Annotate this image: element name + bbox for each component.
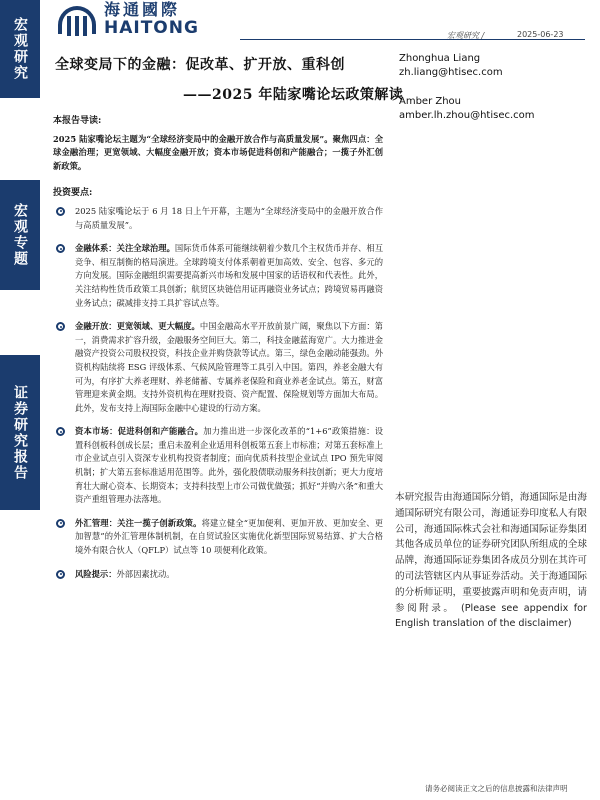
key-points-heading: 投资要点: [53, 188, 93, 199]
main-content [53, 115, 383, 591]
point-text: 将建立健全“更加便利、更加开放、更加安全、更加智慧”的外汇管理体制机制，在自贸试验区实施优化新型国际贸易结算、扩大合格境外有限合伙人（QFLP）试点等 10 项便利化政策。 [75, 517, 383, 556]
sidebar-label: 证券研究报告 [12, 384, 28, 481]
report-subtitle: ——2025 年陆家嘴论坛政策解读 [183, 87, 404, 103]
summary-text: 2025 陆家嘴论坛主题为“全球经济变局中的金融开放合作与高质量发展”。聚焦四点：全球金融治理；更宽领域、大幅度金融开放；资本市场促进科创和产能融合；一揽子外汇创新政策。 [53, 133, 383, 171]
key-point [53, 568, 383, 582]
disclaimer-text-en: (Please see appendix for English translation of the disclaimer) [395, 602, 587, 630]
point-heading: 风险提示： [75, 568, 117, 579]
point-text: 中国金融高水平开放前景广阔，聚焦以下方面：第一，消费需求扩容升级，金融服务空间巨大。第二，科技金融蓝海宽广。大力推进金融资产投资公司股权投资，科技企业并购贷款等试点。第三，绿色金融动能强劲。外资机构陆续将 ESG 评级体系、气候风险管理等工具引入中国。第四，养老金融大有可为，有序扩大养老理财、养老储蓄、专属养老保险和商业养老金试点。第五，财富管理迎来黄金期。支持外资机构在理财投资、资产配置、保险规划等方面加大布局。此外，发布支持上海国际金融中心建设的行动方案。 [75, 321, 383, 413]
document-type: 宏观研究 / [447, 31, 485, 40]
key-point [53, 517, 383, 558]
point-heading: 金融开放：更宽领域、更大幅度。 [75, 321, 200, 332]
point-text: 国际货币体系可能继续朝着少数几个主权货币并存、相互竞争、相互制衡的格局演进。全球跨境支付体系朝着更加高效、安全、包容、多元的方向发展。国际金融组织需要提高新兴市场和发展中国家的话语权和代表性。此外，关注结构性货币政策工具创新；航贸区块链信用证再融资业务试点；跨境贸易再融资业务试点；碳减排支持工具扩容试点等。 [75, 243, 383, 308]
sidebar-label: 宏观专题 [12, 203, 28, 267]
haitong-logo-icon [56, 3, 98, 37]
bullet-icon [56, 322, 65, 331]
point-heading: 资本市场：促进科创和产能融合。 [75, 426, 204, 437]
document-date: 2025-06-23 [517, 30, 564, 39]
point-text: 2025 陆家嘴论坛于 6 月 18 日上午开幕，主题为“全球经济变局中的金融开放合作与高质量发展”。 [75, 205, 383, 230]
footer-note: 请务必阅读正文之后的信息披露和法律声明 [425, 784, 568, 793]
key-point [53, 242, 383, 310]
author-name: Zhonghua Liang [399, 53, 481, 64]
key-point [53, 425, 383, 507]
bullet-icon [56, 519, 65, 528]
haitong-logo [56, 2, 199, 37]
author-email[interactable]: amber.lh.zhou@htisec.com [399, 110, 535, 121]
author-name: Amber Zhou [399, 96, 462, 107]
point-text: 加力推出进一步深化改革的“1+6”政策措施：设置科创板科创成长层；重启未盈利企业适用科创板第五套上市标准；对第五套标准上市企业试点引入资深专业机构投资者制度；面向优质科技型企业试点 IPO 预先审阅机制；扩大第五套标准适用范围等。此外，强化股债联动服务科技创新；更大力度培育壮大耐心资本、长期资本；支持科技型上市公司做优做强；抓好“并购六条”和重大资产重组管理办法落地。 [75, 426, 383, 505]
sidebar-label: 宏观研究 [12, 17, 28, 81]
disclaimer-text-cn: 本研究报告由海通国际分销，海通国际是由海通国际研究有限公司，海通证券印度私人有限公司，海通国际株式会社和海通国际证券集团其他各成员单位的证券研究团队所组成的全球品牌，海通国际证券集团各成员分别在其许可的司法管辖区内从事证券活动。关于海通国际的分析师证明，重要披露声明和免责声明，请参阅附录。 [395, 492, 587, 614]
bullet-icon [56, 570, 65, 579]
author-block [399, 52, 535, 123]
disclaimer-block [395, 490, 587, 632]
key-point [53, 205, 383, 232]
key-point [53, 320, 383, 415]
point-heading: 金融体系：关注全球治理。 [75, 243, 175, 254]
left-sidebar [0, 0, 40, 800]
logo-text-en: HAITONG [104, 18, 199, 38]
author-email[interactable]: zh.liang@htisec.com [399, 67, 503, 78]
point-heading: 外汇管理：关注一揽子创新政策。 [75, 517, 202, 528]
summary-heading: 本报告导读: [53, 116, 102, 126]
sidebar-block-securities-report [0, 355, 40, 510]
bullet-icon [56, 244, 65, 253]
point-text: 外部因素扰动。 [116, 568, 175, 579]
sidebar-block-macro-topic [0, 180, 40, 290]
bullet-icon [56, 207, 65, 216]
bullet-icon [56, 427, 65, 436]
sidebar-block-macro-research [0, 0, 40, 98]
logo-text-cn: 海通國際 [104, 0, 181, 19]
report-title: 全球变局下的金融：促改革、扩开放、重科创 [55, 57, 345, 73]
header-divider [240, 39, 585, 40]
